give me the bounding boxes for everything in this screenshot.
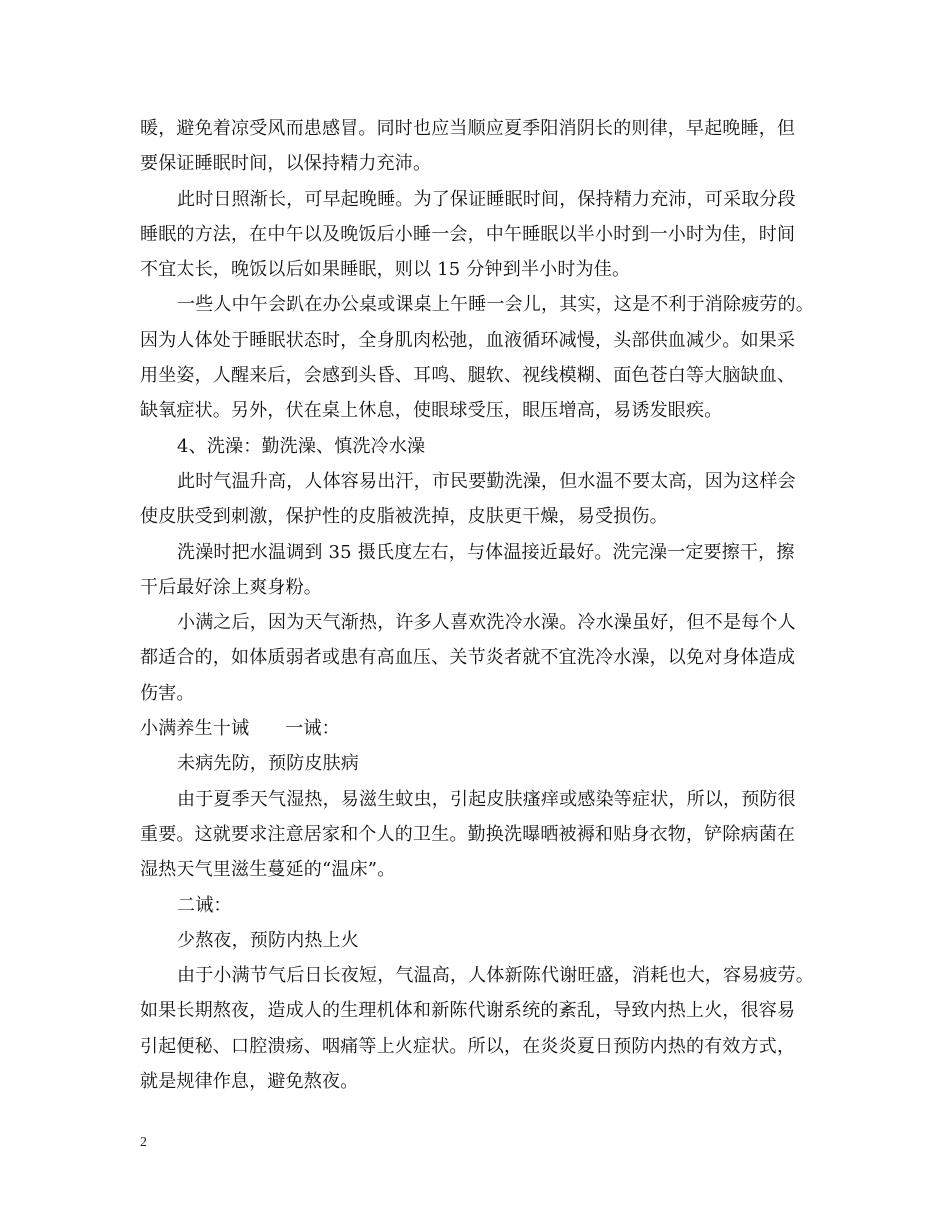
text-line: 重要。这就要求注意居家和个人的卫生。勤换洗曝晒被褥和贴身衣物，铲除病菌在 (140, 823, 796, 845)
text-line: 要保证睡眠时间，以保持精力充沛。 (140, 153, 432, 175)
text-line: 伤害。 (140, 682, 195, 704)
text-line: 湿热天气里滋生蔓延的“温床”。 (140, 859, 396, 881)
paragraph-line: 由于夏季天气湿热，易滋生蚊虫，引起皮肤瘙痒或感染等症状，所以，预防很 (177, 788, 796, 810)
section-heading: 4、洗澡：勤洗澡、慎洗冷水澡 (177, 435, 426, 457)
ten-precepts-title: 小满养生十诫 (140, 718, 250, 740)
text-line: 就是规律作息，避免熬夜。 (140, 1071, 359, 1093)
paragraph-line: 此时气温升高，人体容易出汗，市民要勤洗澡，但水温不要太高，因为这样会 (177, 470, 796, 492)
text-line: 因为人体处于睡眠状态时，全身肌肉松弛，血液循环减慢，头部供血减少。如果采 (140, 329, 796, 351)
paragraph-line: 一些人中午会趴在办公桌或课桌上午睡一会儿，其实，这是不利于消除疲劳的。 (177, 294, 814, 316)
text-line: 干后最好涂上爽身粉。 (140, 576, 322, 598)
paragraph-line: 洗澡时把水温调到 35 摄氏度左右，与体温接近最好。洗完澡一定要擦干，擦 (177, 541, 795, 563)
ten-precepts-heading-line (140, 711, 820, 746)
text-line: 使皮肤受到刺激，保护性的皮脂被洗掉，皮肤更干燥，易受损伤。 (140, 506, 668, 528)
paragraph-line: 由于小满节气后日长夜短，气温高，人体新陈代谢旺盛，消耗也大，容易疲劳。 (177, 965, 814, 987)
paragraph-line: 小满之后，因为天气渐热，许多人喜欢洗冷水澡。冷水澡虽好，但不是每个人 (177, 612, 796, 634)
precept-subtitle: 未病先防，预防皮肤病 (177, 753, 359, 775)
precept-subtitle: 少熬夜，预防内热上火 (177, 929, 359, 951)
text-line: 不宜太长，晚饭以后如果睡眠，则以 15 分钟到半小时为佳。 (140, 259, 631, 281)
body-text (140, 111, 820, 1099)
paragraph-line: 此时日照渐长，可早起晚睡。为了保证睡眠时间，保持精力充沛，可采取分段 (177, 188, 796, 210)
text-line: 暖，避免着凉受风而患感冒。同时也应当顺应夏季阳消阴长的则律，早起晚睡，但 (140, 118, 796, 139)
text-line: 都适合的，如体质弱者或患有高血压、关节炎者就不宜洗冷水澡，以免对身体造成 (140, 647, 796, 669)
precept-two-label: 二诫： (177, 894, 232, 916)
page-number: 2 (140, 1135, 147, 1150)
text-line: 缺氧症状。另外，伏在桌上休息，使眼球受压，眼压增高，易诱发眼疾。 (140, 400, 723, 422)
precept-one-label: 一诫： (285, 718, 340, 740)
text-line: 如果长期熬夜，造成人的生理机体和新陈代谢系统的紊乱，导致内热上火，很容易 (140, 1000, 796, 1022)
text-line: 引起便秘、口腔溃疡、咽痛等上火症状。所以，在炎炎夏日预防内热的有效方式， (140, 1035, 796, 1057)
text-line: 用坐姿，人醒来后，会感到头昏、耳鸣、腿软、视线模糊、面色苍白等大脑缺血、 (140, 365, 796, 387)
text-line: 睡眠的方法，在中午以及晚饭后小睡一会，中午睡眠以半小时到一小时为佳，时间 (140, 223, 796, 245)
